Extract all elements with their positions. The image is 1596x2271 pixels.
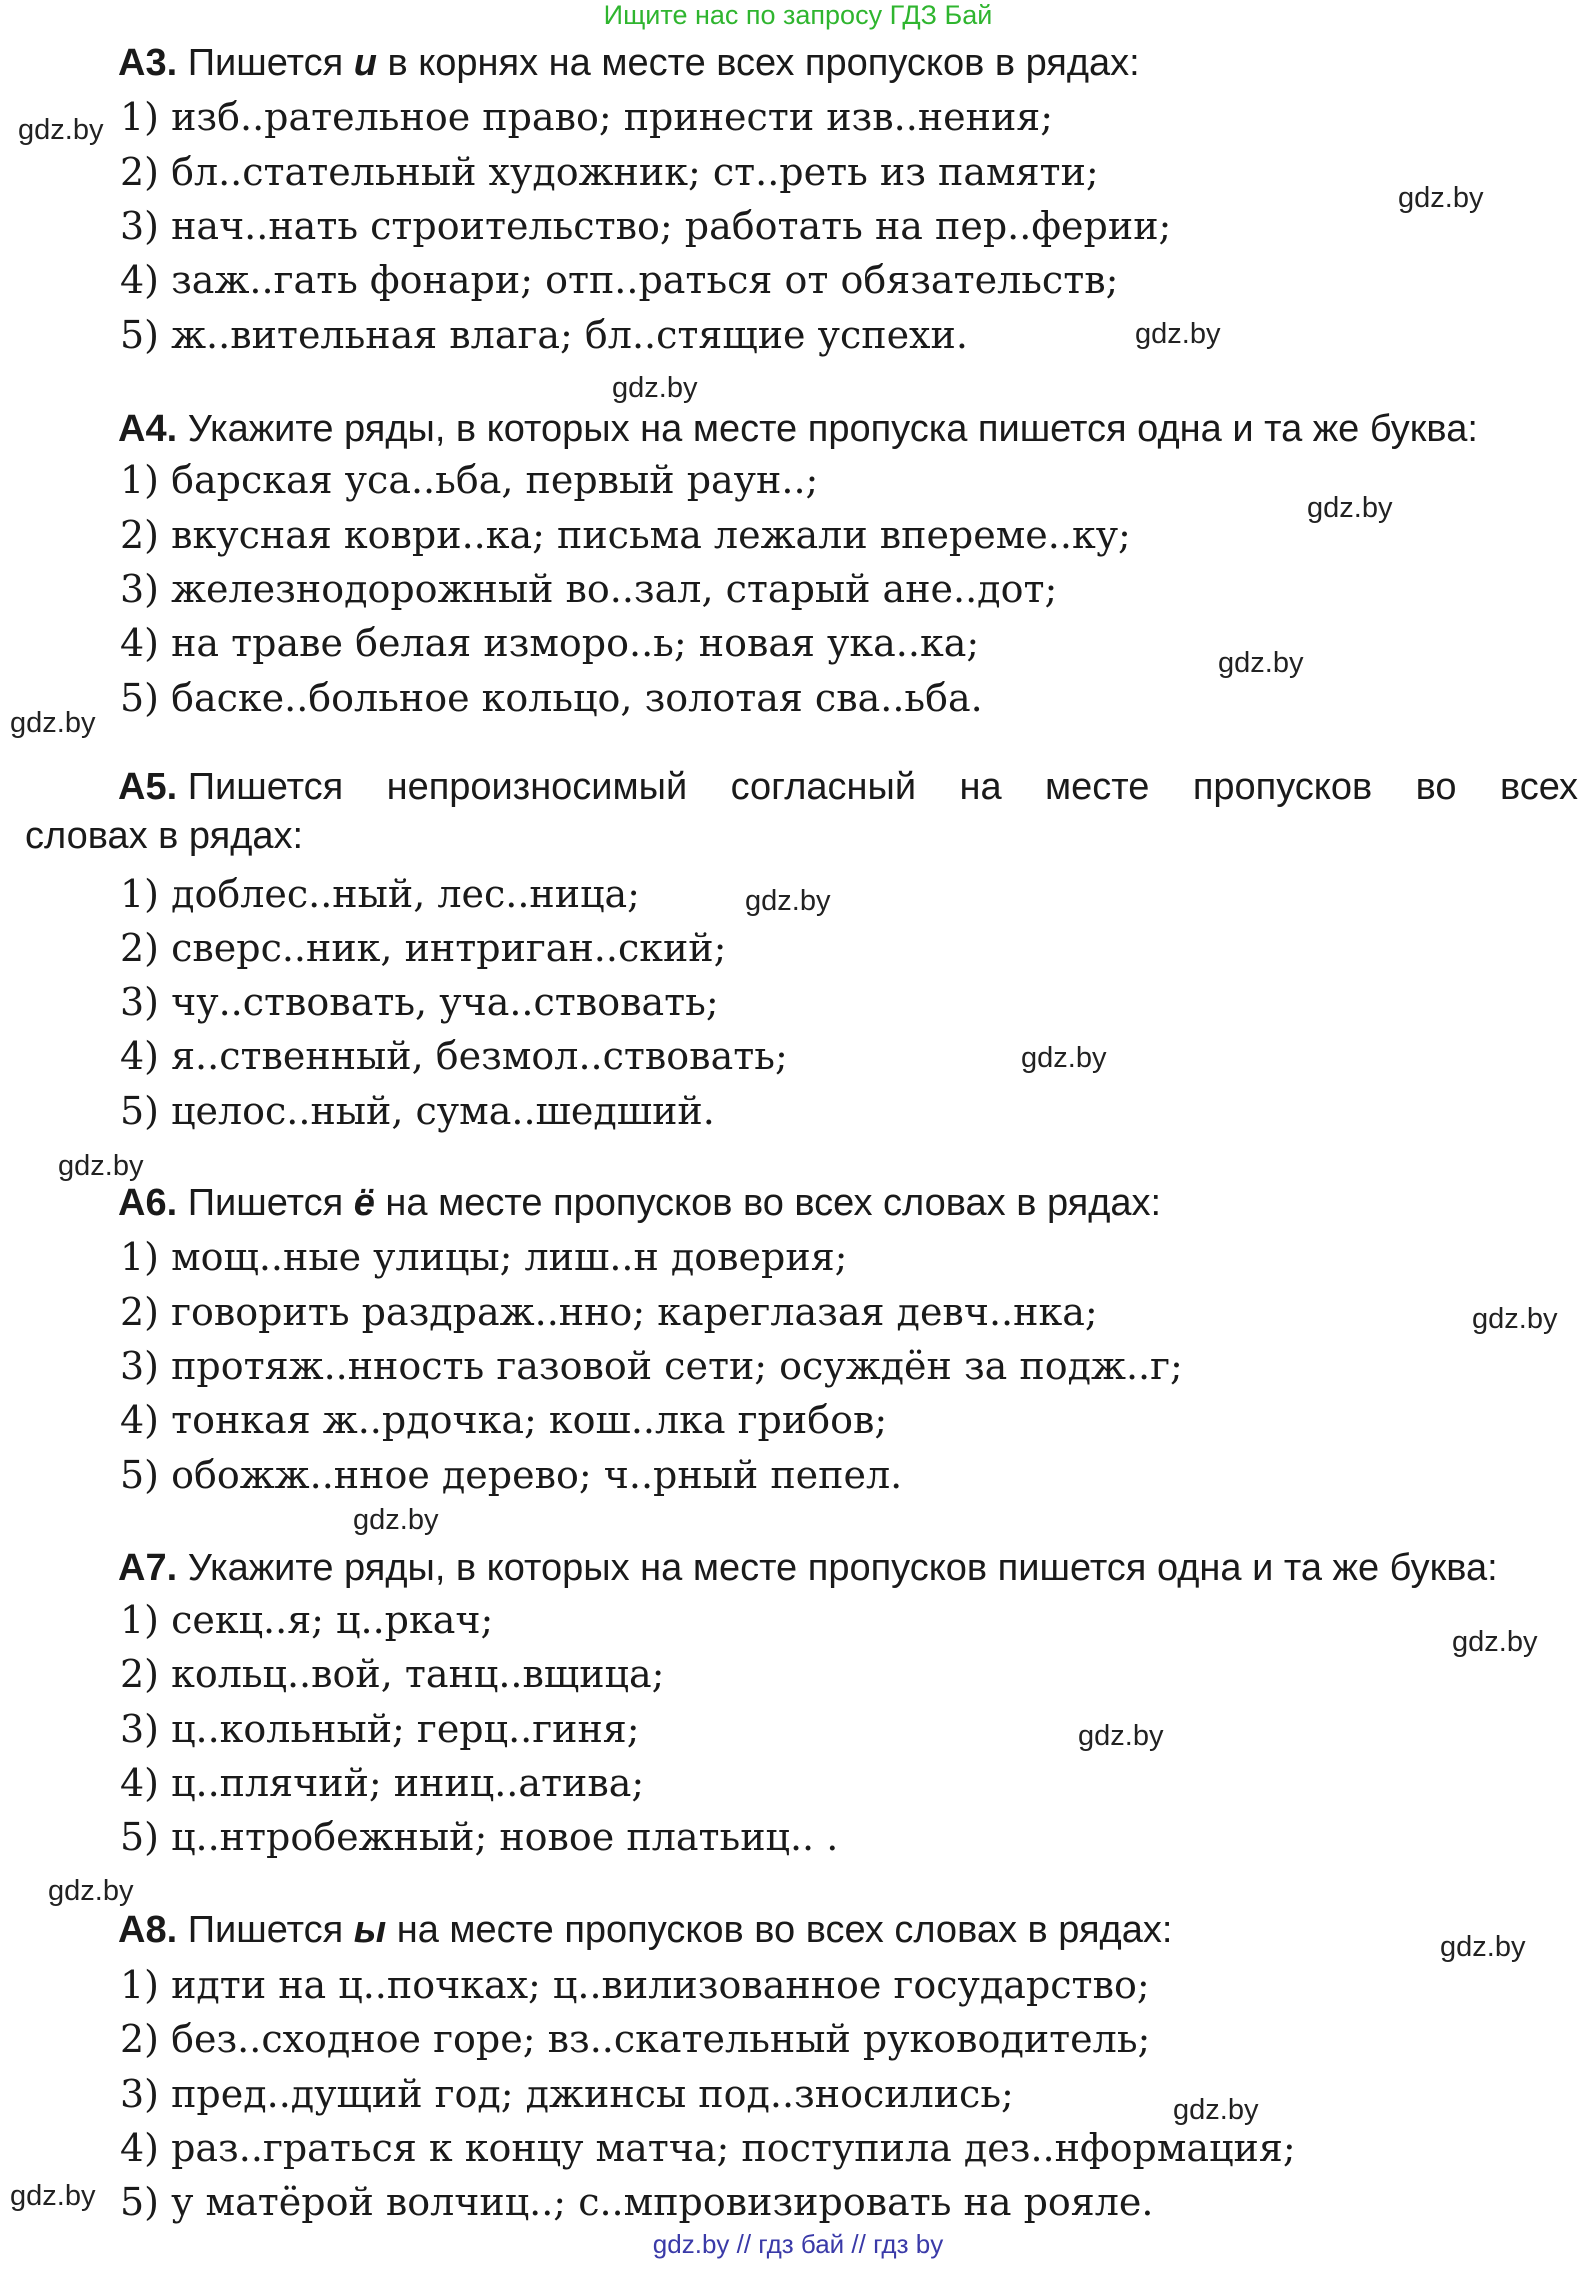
task-a3-item-5: 5) ж..вительная влага; бл..стящие успехи. — [120, 313, 968, 357]
top-search-link[interactable]: Ищите нас по запросу ГДЗ Бай — [603, 0, 993, 30]
watermark: gdz.by — [58, 1150, 144, 1182]
task-a8-heading — [118, 1909, 1172, 1952]
task-a6-text-end: на месте пропусков во всех словах в рядах: — [374, 1182, 1162, 1224]
task-a4-text: Укажите ряды, в которых на месте пропуска пишется одна и та же буква: — [187, 408, 1478, 450]
task-a6-item-1: 1) мощ..ные улицы; лиш..н доверия; — [120, 1235, 848, 1279]
task-a8-item-1: 1) идти на ц..почках; ц..вилизованное государство; — [120, 1963, 1150, 2007]
watermark: gdz.by — [1452, 1626, 1538, 1658]
task-a4-item-1: 1) барская уса..ьба, первый раун..; — [120, 458, 819, 502]
task-a7-item-4: 4) ц..плячий; иниц..атива; — [120, 1761, 645, 1805]
watermark: gdz.by — [1135, 318, 1221, 350]
task-a6-item-5: 5) обожж..нное дерево; ч..рный пепел. — [120, 1453, 903, 1497]
task-a3-emphasis: и — [353, 42, 377, 84]
task-a7-item-2: 2) кольц..вой, танц..вщица; — [120, 1652, 665, 1696]
task-a3-item-2: 2) бл..стательный художник; ст..реть из памяти; — [120, 150, 1099, 194]
task-a4-item-4: 4) на траве белая изморо..ь; новая ука..ка; — [120, 621, 980, 665]
task-a7-item-5: 5) ц..нтробежный; новое платьиц.. . — [120, 1815, 839, 1859]
task-a5-word: на — [959, 766, 1002, 808]
task-a8-emphasis: ы — [353, 1909, 387, 1951]
task-a7-item-3: 3) ц..кольный; герц..гиня; — [120, 1707, 640, 1751]
watermark: gdz.by — [1021, 1042, 1107, 1074]
task-a7-label: А7. — [118, 1547, 178, 1589]
task-a8-item-5: 5) у матёрой волчиц..; с..мпровизировать на рояле. — [120, 2180, 1154, 2224]
task-a5-item-1: 1) доблес..ный, лес..ница; — [120, 872, 640, 916]
watermark: gdz.by — [10, 2180, 96, 2212]
task-a3-item-1: 1) изб..рательное право; принести изв..нения; — [120, 95, 1054, 139]
task-a4-label: А4. — [118, 408, 178, 450]
watermark: gdz.by — [10, 707, 96, 739]
task-a7-item-1: 1) секц..я; ц..ркач; — [120, 1598, 494, 1642]
task-a5-word: во — [1415, 766, 1457, 808]
watermark: gdz.by — [18, 114, 104, 146]
task-a5-item-5: 5) целос..ный, сума..шедший. — [120, 1089, 715, 1133]
task-a6-emphasis: ё — [353, 1182, 375, 1224]
task-a8-item-4: 4) раз..граться к концу матча; поступила дез..нформация; — [120, 2126, 1296, 2170]
task-a5-label: А5. — [118, 766, 178, 808]
task-a5-item-2: 2) сверс..ник, интриган..ский; — [120, 926, 727, 970]
task-a8-item-2: 2) без..сходное горе; вз..скательный руководитель; — [120, 2017, 1151, 2061]
task-a8-label: А8. — [118, 1909, 178, 1951]
task-a8-item-3: 3) пред..дущий год; джинсы под..зносились; — [120, 2072, 1014, 2116]
task-a7-heading — [118, 1547, 1498, 1590]
task-a3-heading — [118, 42, 1140, 85]
task-a6-item-4: 4) тонкая ж..рдочка; кош..лка грибов; — [120, 1398, 888, 1442]
watermark: gdz.by — [353, 1504, 439, 1536]
watermark: gdz.by — [48, 1875, 134, 1907]
task-a5-item-4: 4) я..ственный, безмол..ствовать; — [120, 1034, 788, 1078]
task-a3-item-3: 3) нач..нать строительство; работать на пер..ферии; — [120, 204, 1172, 248]
task-a5-word: пропусков — [1192, 766, 1373, 808]
watermark: gdz.by — [612, 372, 698, 404]
task-a6-text-start: Пишется — [187, 1182, 354, 1224]
watermark: gdz.by — [1307, 492, 1393, 524]
task-a7-text: Укажите ряды, в которых на месте пропусков пишется одна и та же буква: — [187, 1547, 1498, 1589]
task-a4-item-5: 5) баске..больное кольцо, золотая сва..ьба. — [120, 676, 983, 720]
bottom-site-links[interactable]: gdz.by // гдз бай // гдз by — [652, 2229, 944, 2259]
task-a5-word: месте — [1045, 766, 1150, 808]
task-a5-text-line2: словах в рядах: — [25, 815, 304, 857]
task-a5-word: непроизносимый — [386, 766, 688, 808]
watermark: gdz.by — [1398, 182, 1484, 214]
task-a5-item-3: 3) чу..ствовать, уча..ствовать; — [120, 980, 719, 1024]
task-a3-label: А3. — [118, 42, 178, 84]
task-a4-item-2: 2) вкусная коври..ка; письма лежали впереме..ку; — [120, 513, 1131, 557]
task-a3-text-end: в корнях на месте всех пропусков в рядах: — [376, 42, 1140, 84]
task-a4-item-3: 3) железнодорожный во..зал, старый ане..дот; — [120, 567, 1058, 611]
watermark: gdz.by — [1218, 647, 1304, 679]
watermark: gdz.by — [1173, 2094, 1259, 2126]
task-a4-heading — [118, 408, 1478, 451]
task-a8-text-end: на месте пропусков во всех словах в рядах: — [386, 1909, 1173, 1951]
watermark: gdz.by — [1078, 1720, 1164, 1752]
task-a5-word: всех — [1499, 766, 1578, 808]
task-a6-label: А6. — [118, 1182, 178, 1224]
task-a3-text-start: Пишется — [187, 42, 354, 84]
watermark: gdz.by — [745, 885, 831, 917]
task-a5-word: Пишется — [187, 766, 344, 808]
task-a5-heading — [25, 766, 1578, 858]
watermark: gdz.by — [1472, 1303, 1558, 1335]
task-a8-text-start: Пишется — [187, 1909, 354, 1951]
task-a3-item-4: 4) заж..гать фонари; отп..раться от обязательств; — [120, 258, 1119, 302]
task-a6-item-2: 2) говорить раздраж..нно; кареглазая девч..нка; — [120, 1290, 1098, 1334]
task-a6-heading — [118, 1182, 1161, 1225]
task-a5-word: согласный — [730, 766, 917, 808]
watermark: gdz.by — [1440, 1931, 1526, 1963]
task-a6-item-3: 3) протяж..нность газовой сети; осуждён за подж..г; — [120, 1344, 1183, 1388]
